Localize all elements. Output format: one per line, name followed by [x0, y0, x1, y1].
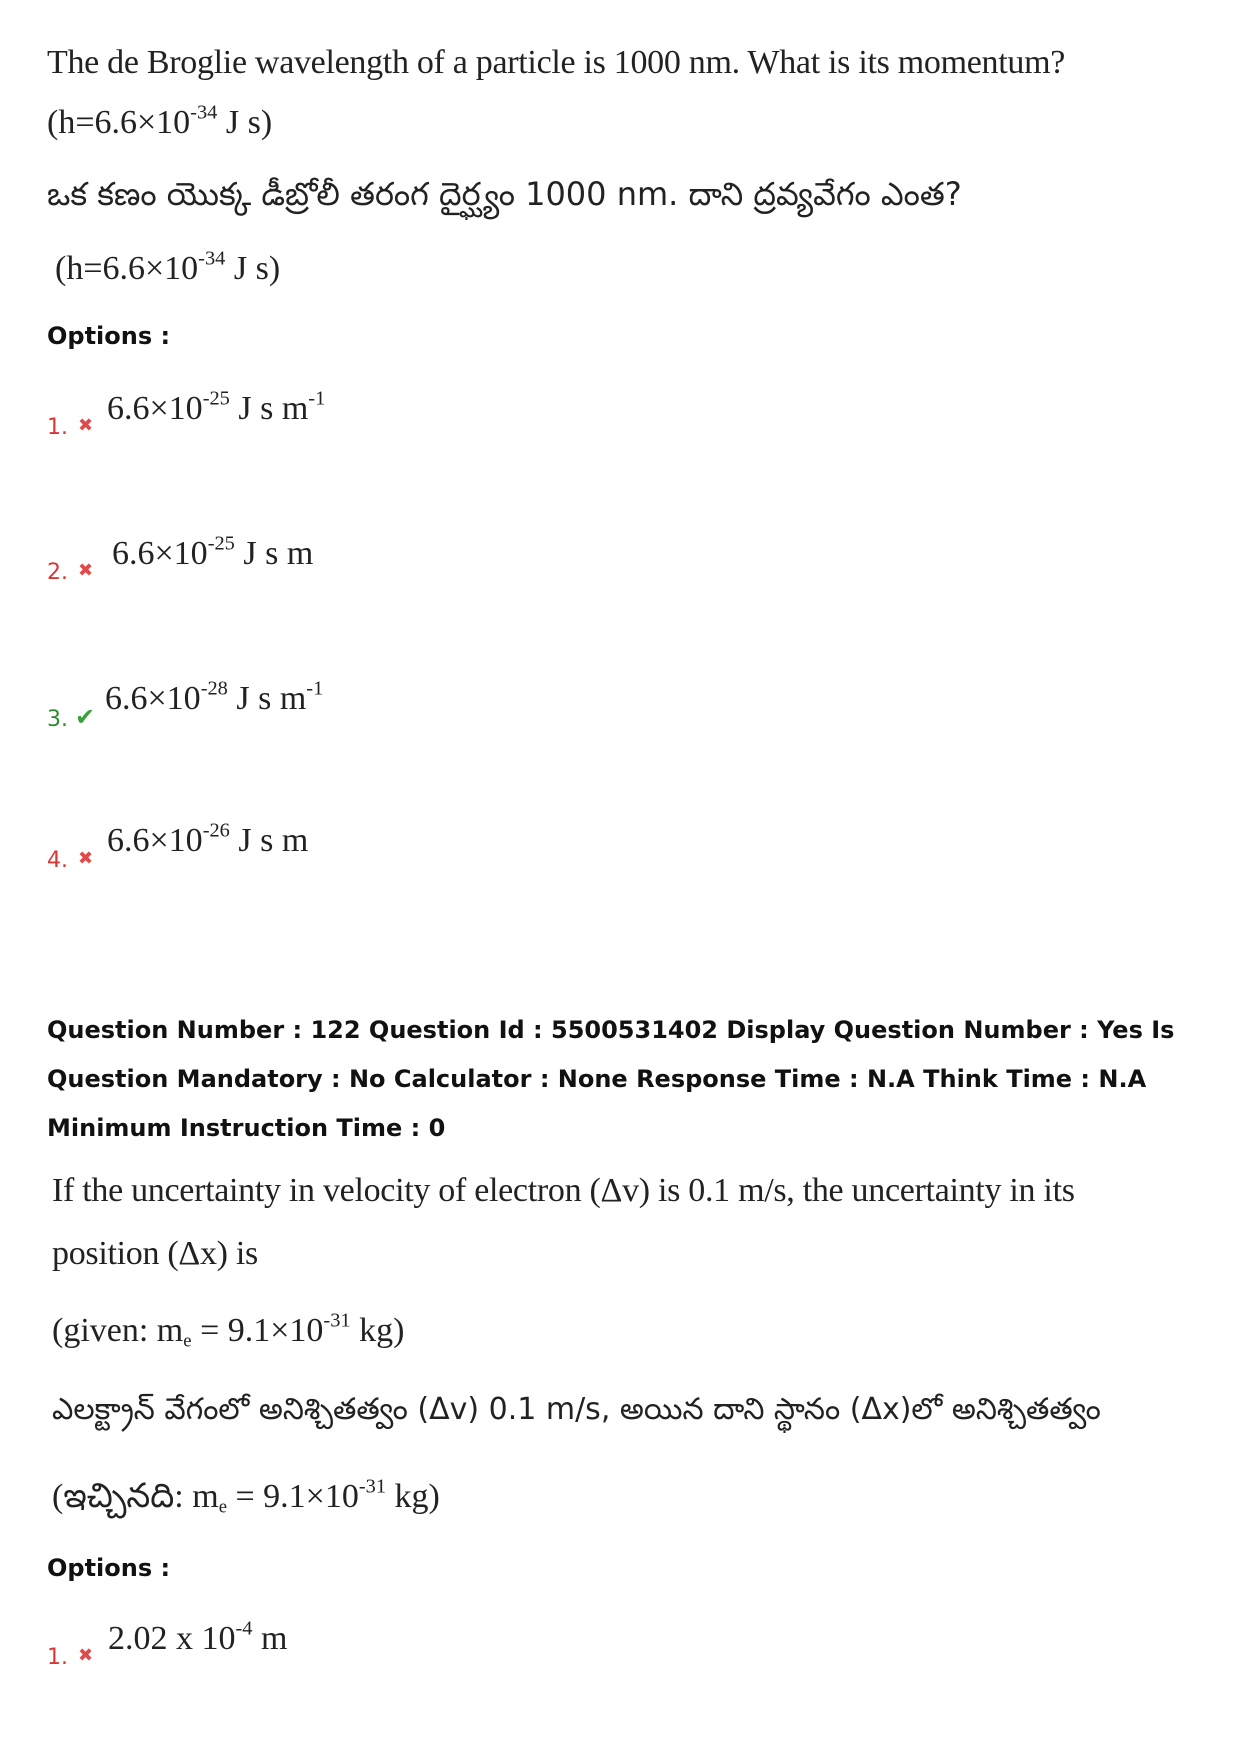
- wrong-mark-icon: ✖: [78, 1645, 94, 1666]
- given-mid: = 9.1×10: [227, 1478, 359, 1515]
- option-base: 6.6×10: [105, 680, 201, 717]
- option-unit: J s m: [227, 680, 307, 717]
- options-label: Options :: [47, 1554, 171, 1582]
- options-label: Options :: [47, 322, 171, 350]
- option-unit-exponent: -1: [308, 387, 326, 410]
- given-exponent: -34: [190, 101, 218, 124]
- option-1-value[interactable]: [108, 1617, 288, 1658]
- given-planck-te: [55, 247, 281, 288]
- given-prefix: (ఇచ్చినది: m: [52, 1478, 219, 1515]
- given-planck-en: [47, 101, 273, 142]
- option-unit: J s m: [229, 822, 309, 859]
- given-mass-te: [52, 1475, 440, 1524]
- given-suffix: J s): [225, 250, 281, 287]
- given-prefix: (h=6.6×10: [55, 250, 199, 287]
- option-4-number: 4.: [47, 848, 68, 873]
- given-exponent: -31: [323, 1309, 351, 1332]
- question-text-te: ఒక కణం యొక్క డీబ్రోలీ తరంగ దైర్ఘ్యం 1000 nm. దాని ద్రవ్యవేగం ఎంత?: [47, 175, 962, 213]
- option-exponent: -25: [202, 387, 230, 410]
- option-base: 6.6×10: [107, 390, 203, 427]
- option-3-value[interactable]: [105, 677, 324, 718]
- question-text-en: The de Broglie wavelength of a particle is 1000 nm. What is its momentum?: [47, 44, 1066, 81]
- option-3-number: 3.: [47, 707, 68, 732]
- wrong-mark-icon: ✖: [78, 415, 94, 436]
- correct-check-icon: ✔: [75, 703, 96, 731]
- option-base: 2.02 x 10: [108, 1620, 236, 1657]
- given-suffix: J s): [217, 104, 273, 141]
- given-prefix: (given: m: [52, 1312, 184, 1349]
- option-base: 6.6×10: [112, 535, 208, 572]
- given-mass-en: [52, 1309, 405, 1352]
- option-2-value[interactable]: [112, 532, 314, 573]
- option-unit: J s m: [229, 390, 309, 427]
- given-suffix: kg): [386, 1478, 440, 1515]
- given-subscript: e: [218, 1496, 227, 1518]
- given-exponent: -31: [358, 1475, 387, 1498]
- option-1-number: 1.: [47, 415, 68, 440]
- option-1-number: 1.: [47, 1645, 68, 1670]
- option-exponent: -26: [202, 819, 230, 842]
- option-1-value[interactable]: [107, 387, 326, 428]
- option-exponent: -4: [235, 1617, 253, 1640]
- wrong-mark-icon: ✖: [78, 560, 94, 581]
- given-prefix: (h=6.6×10: [47, 104, 191, 141]
- given-suffix: kg): [350, 1312, 405, 1349]
- given-exponent: -34: [198, 247, 226, 270]
- wrong-mark-icon: ✖: [78, 848, 94, 869]
- given-subscript: e: [183, 1330, 192, 1352]
- option-unit: J s m: [234, 535, 314, 572]
- given-mid: = 9.1×10: [191, 1312, 324, 1349]
- option-4-value[interactable]: [107, 819, 309, 860]
- question-text-te: ఎలక్ట్రాన్ వేగంలో అనిశ్చితత్వం (Δv) 0.1 m/s, అయిన దాని స్థానం (Δx)లో అనిశ్చితత్వం: [52, 1392, 1101, 1427]
- option-exponent: -25: [207, 532, 235, 555]
- question-text-en-line-2: position (Δx) is: [52, 1235, 258, 1272]
- question-meta: Question Number : 122 Question Id : 5500531402 Display Question Number : Yes Is Question Mandatory : No Calculator : None Response Time : N.A Think Time : N.A Minimum Instruction Time : 0: [47, 1016, 1175, 1142]
- option-unit-exponent: -1: [306, 677, 324, 700]
- question-text-en-line-1: If the uncertainty in velocity of electron (Δv) is 0.1 m/s, the uncertainty in its: [52, 1172, 1075, 1209]
- option-2-number: 2.: [47, 560, 68, 585]
- option-base: 6.6×10: [107, 822, 203, 859]
- option-unit: m: [252, 1620, 288, 1657]
- option-exponent: -28: [200, 677, 228, 700]
